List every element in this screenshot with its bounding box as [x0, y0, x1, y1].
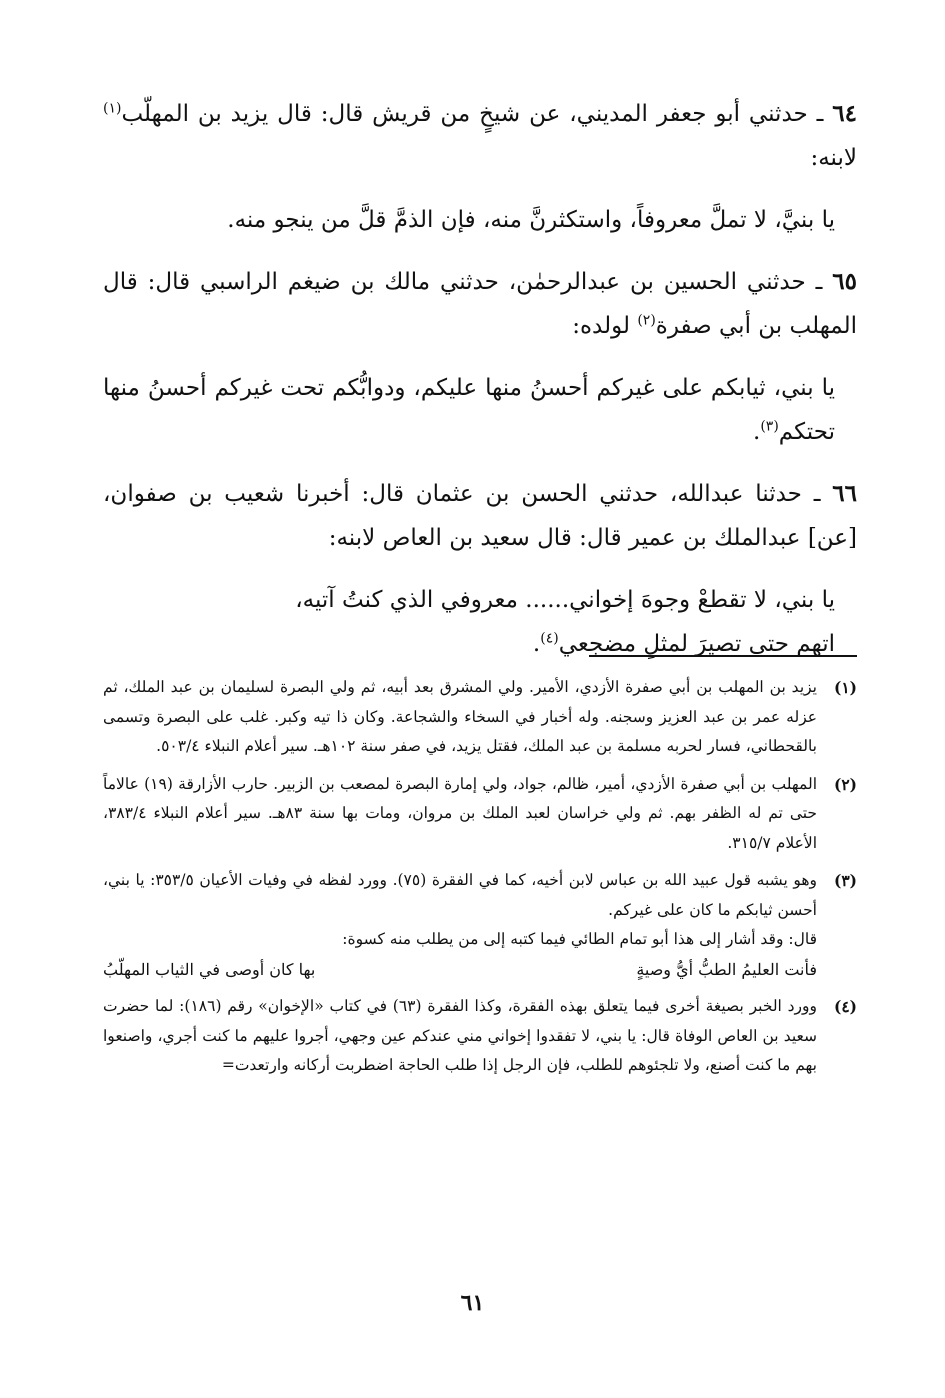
quote-text: يا بني، ثيابكم على غيركم أحسنُ منها عليكم، ودوابُّكم تحت غيركم أحسنُ منها تحتكم: [103, 375, 835, 445]
quote-tail: .: [532, 631, 541, 657]
quote-tail: .: [753, 419, 761, 445]
paragraph-number: ٦٤: [832, 100, 857, 127]
footnote-number: (٣): [833, 871, 857, 890]
footnote-text: وهو يشبه قول عبيد الله بن عباس لابن أخيه، كما في الفقرة (٧٥). وورد لفظه في وفيات الأعيان ٣٥٣/٥: يا بني، أحسن ثيابكم ما كان على غيركم.: [103, 871, 817, 919]
quote-64: [103, 198, 835, 242]
footnote-text: المهلب بن أبي صفرة الأزدي، أمير، ظالم، جواد، ولي إمارة البصرة لمصعب بن الزبير. حارب الأزارقة (١٩) عالاماً حتى تم له الظفر بهم. ثم ولي خراسان لعبد الملك بن مروان، ومات بها سنة ٨٣هـ. سير أعلام النبلاء ٣٨٣/٤، الأعلام ٣١٥/٧.: [103, 774, 818, 852]
main-text: [103, 92, 857, 684]
quote-text: يا بنيَّ، لا تملَّ معروفاً، واستكثرنَّ منه، فإن الذمَّ قلَّ من ينجو منه.: [227, 207, 835, 233]
verse-second-hemistich: بها كان أوصى في الثياب المهلّبُ: [103, 959, 316, 979]
footnote-ref: (٤): [540, 630, 559, 647]
footnote-number: (٤): [833, 997, 857, 1016]
footnote-1: [103, 673, 857, 762]
quote-line-2: اتهم حتى تصيرَ لمثلِ مضجعي: [558, 631, 835, 657]
paragraph-tail: لولده:: [572, 313, 638, 339]
paragraph-65: [103, 260, 857, 348]
footnote-ref: (١): [103, 100, 122, 117]
poem-verse: [103, 955, 817, 985]
footnote-4: [103, 992, 857, 1081]
footnote-text: يزيد بن المهلب بن أبي صفرة الأزدي، الأمير. ولي المشرق بعد أبيه، ثم ولي البصرة لسليمان بن عبد الملك، ثم عزله عمر بن عبد العزيز وسجنه. وله أخبار في السخاء والشجاعة. وكان ذا تيه وكبر. غلب على البصرة وتسمى بالقحطاني، فسار لحربه مسلمة بن عبد الملك، فقتل يزيد، في صفر سنة ١٠٢هـ. سير أعلام النبلاء ٥٠٣/٤.: [103, 678, 817, 755]
paragraph-text: ـ حدثني أبو جعفر المديني، عن شيخٍ من قريش قال: قال يزيد بن المهلّب: [121, 101, 833, 127]
footnote-body: [103, 866, 817, 984]
footnote-ref: (٢): [637, 312, 656, 329]
quote-66: [103, 578, 835, 666]
quote-65: [103, 366, 835, 454]
paragraph-66: [103, 472, 857, 560]
paragraph-text: ـ حدثنا عبدالله، حدثني الحسن بن عثمان قال: أخبرنا شعيب بن صفوان، [عن] عبدالملك بن عمير قال: قال سعيد بن العاص لابنه:: [103, 481, 857, 551]
footnote-3: [103, 866, 857, 984]
paragraph-number: ٦٥: [832, 268, 857, 295]
footnote-2: [103, 770, 857, 859]
verse-first-hemistich: فأنت العليمُ الطبُّ أيُّ وصيةٍ: [636, 959, 817, 979]
footnote-text: وورد الخبر بصيغة أخرى فيما يتعلق بهذه الفقرة، وكذا الفقرة (٦٣) في كتاب «الإخوان» رقم (١٨٦): لما حضرت سعيد بن العاص الوفاة قال: يا بني، لا تفقدوا إخواني مني عندكم عين وجهي، أجروا عليهم ما كنت أجري، واصنعوا بهم ما كنت أصنع، ولا تلجئوهم للطلب، فإن الرجل إذا طلب الحاجة اضطربت أركانه وارتعدت=: [103, 997, 818, 1074]
quote-line-1: يا بني، لا تقطعْ وجوهَ إخواني...... معروفي الذي كنتُ آتيه،: [295, 587, 835, 613]
footnote-ref: (٣): [760, 418, 779, 435]
footnotes: [103, 673, 857, 1089]
paragraph-tail: لابنه:: [810, 145, 857, 171]
page-number: ٦١: [460, 1290, 485, 1316]
paragraph-number: ٦٦: [832, 480, 857, 507]
footnote-number: (١): [833, 678, 857, 697]
paragraph-64: [103, 92, 857, 180]
paragraph-text: ـ حدثني الحسين بن عبدالرحمٰن، حدثني مالك بن ضيغم الراسبي قال: قال المهلب بن أبي صفرة: [103, 269, 857, 339]
footnote-text: قال: وقد أشار إلى هذا أبو تمام الطائي فيما كتبه إلى من يطلب منه كسوة:: [342, 930, 817, 948]
footnote-separator: [589, 655, 857, 657]
footnote-number: (٢): [833, 774, 857, 794]
